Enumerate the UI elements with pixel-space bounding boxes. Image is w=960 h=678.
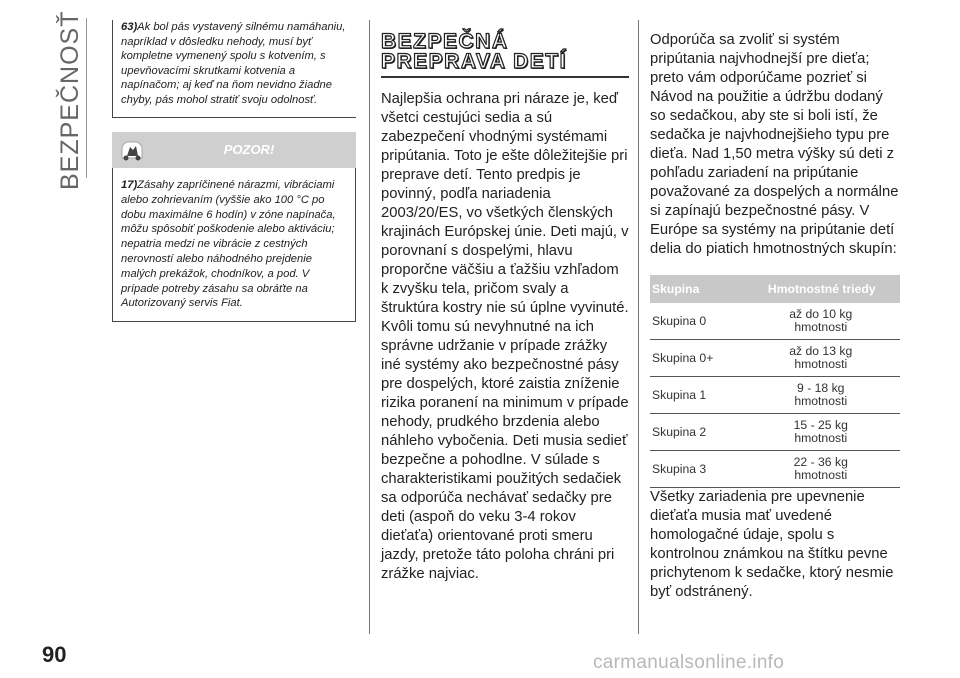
weight-range: 15 - 25 kg [793,418,848,432]
group-cell: Skupina 3 [650,451,742,488]
watermark: carmanualsonline.info [593,652,785,673]
warning-body [112,168,356,322]
weight-range: 9 - 18 kg [797,381,845,395]
side-divider [86,18,87,178]
weight-cell [742,340,901,377]
header-weight: Hmotnostné triedy [742,275,901,303]
table-row [650,414,900,451]
group-cell: Skupina 2 [650,414,742,451]
section-title [381,32,629,72]
title-underline [381,76,629,78]
table-row [650,377,900,414]
note-number: 63) [121,21,138,33]
group-cell: Skupina 1 [650,377,742,414]
warning-header [112,132,356,168]
header-group: Skupina [650,275,742,303]
chapter-title: BEZPEČNOSŤ [56,10,84,190]
weight-range: 22 - 36 kg [793,455,848,469]
homologation-paragraph: Všetky zariadenia pre upevnenie dieťaťa musia mať uvedené homologačné údaje, spolu s kontrolnou známkou na štítku pevne prichytenom k sedačke, ktorý nesmie byť odstránený. [650,489,894,600]
table-row [650,451,900,488]
table-row [650,340,900,377]
right-column [650,31,900,602]
column-divider-2 [638,20,639,634]
column-divider-1 [369,20,370,634]
weight-unit: hmotnosti [794,320,848,334]
note-63 [112,20,356,118]
table-header-row [650,275,900,303]
weight-cell [742,414,901,451]
weight-groups-table [650,275,900,488]
weight-unit: hmotnosti [794,394,848,408]
weight-cell [742,303,901,340]
table-row [650,303,900,340]
weight-unit: hmotnosti [794,357,848,371]
page-number: 90 [42,642,67,667]
intro-paragraph: Odporúča sa zvoliť si systém pripútania najvhodnejší pre dieťa; preto vám odporúčame pozrieť si Návod na použitie a údržbu dodaný so sedačkou, aby ste si boli istí, že sedačka je najvhodnejšieho typu pre dieťa. Nad 1,50 metra výšky sú deti z pohľadu zariadení na pripútanie považované za dospelých a normálne si zapínajú bezpečnostné pásy. V Európe sa systémy na pripútanie detí delia do piatich hmotnostných skupín: [650,32,899,257]
weight-cell [742,451,901,488]
warning-text: Zásahy zapríčinené nárazmi, vibráciami alebo zohrievaním (vyššie ako 100 °C po dobu maximálne 6 hodín) v zóne napínača, môžu spôsobiť poškodenie alebo aktiváciu; nepatria medzi ne vibrácie z cestných nerovností alebo náhodného prejdenie malých prekážok, chodníkov, a pod. V prípade potreby zásahu sa obráťte na Autorizovaný servis Fiat. [121,179,336,310]
weight-unit: hmotnosti [794,431,848,445]
warning-title: POZOR! [223,142,275,157]
weight-cell [742,377,901,414]
left-column [112,20,356,322]
section-title-line2: PREPRAVA DETÍ [381,50,567,73]
group-cell: Skupina 0 [650,303,742,340]
middle-column [381,32,629,584]
section-paragraph: Najlepšia ochrana pri náraze je, keď všetci cestujúci sedia a sú zabezpečení vhodnými systémami pripútania. Toto je ešte dôležitejšie pri preprave detí. Tento predpis je povinný, podľa nariadenia 2003/20/ES, vo všetkých členských krajinách Európskej únie. Deti majú, v porovnaní s dospelými, hlavu proporčne väčšiu a ťažšiu vzhľadom k zvyšku tela, pričom svaly a štruktúra kostry nie sú úplne vyvinuté. Kvôli tomu sú nevyhnutné na ich správne udržanie v prípade zrážky iné systémy ako bezpečnostné pásy pre dospelých, ktoré zaistia zníženie rizika poranení na minimum v prípade nehody, prudkého brzdenia alebo náhleho vybočenia. Deti musia sedieť bezpečne a pohodlne. V súlade s charakteristikami použitých sedačiek sa odporúča nechávať sedačky pre deti (aspoň do veku 3-4 rokov dieťaťa) orientované proti smeru jazdy, pretože táto poloha chráni pri zrážke najviac. [381,91,629,582]
weight-unit: hmotnosti [794,468,848,482]
weight-range: až do 13 kg [789,344,853,358]
section-title-line1: BEZPEČNÁ [381,30,509,53]
group-cell: Skupina 0+ [650,340,742,377]
note-text: Ak bol pás vystavený silnému namáhaniu, napríklad v dôsledku nehody, musí byť kompletne vymenený spolu s kotvením, s upevňovacími skrutkami kotvenia a napínačom; aj keď na ňom nevidno žiadne chyby, pás mohol stratiť svoju odolnosť. [121,21,346,106]
warning-number: 17) [121,179,138,191]
weight-range: až do 10 kg [789,307,853,321]
